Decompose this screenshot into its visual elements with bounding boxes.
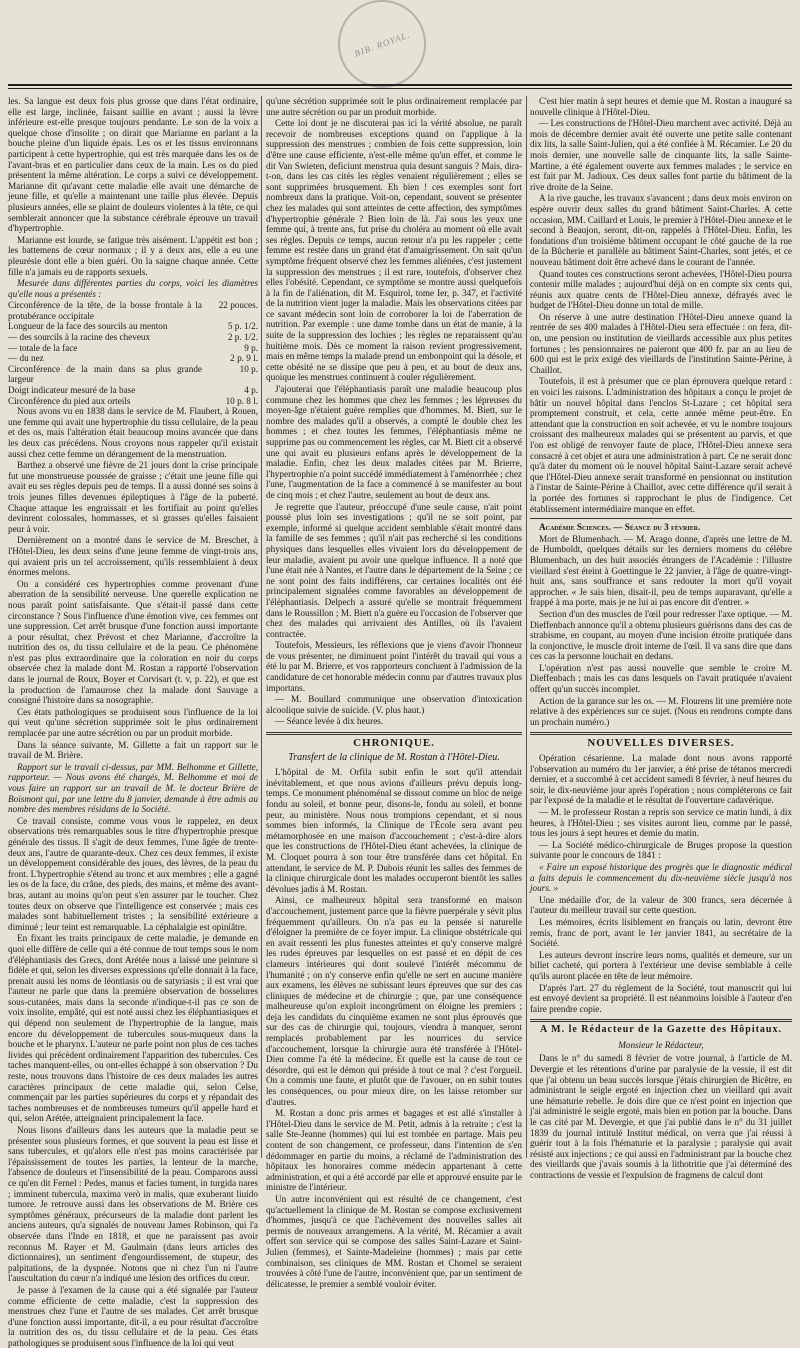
paragraph: Cette loi dont je ne discuterai pas ici la vérité absolue, ne paraît recevoir de nombreuses exceptions quand on l'applique à la suppression des menstrues ; combien de fois cette suppression, loin d'être une cause efficiente, n'est-elle même qu'un effet, et comme le dit Van Swieten, deficiunt menstrua quia desunt sanguis ? Mais, dira-t-on, dans les cas cités les règles venaient régulièrement ; elles se sont supprimées brusquement. Eh bien ! ces exemples sont fort nombreux dans la pratique. Voit-on, cependant, souvent se présenter chez les malades qui sont atteintes de cette affection, des symptômes d'hypertrophie générale ? Bien loin de là. J'ai sous les yeux une femme qui, à trente ans, fut prise du choléra au moment où elle avait ses règles. Depuis ce temps, aucun retour n'a pu les rappeler ; cette femme est restée dans un grand état d'amaigrissement. On sait qu'un symptôme fréquent observé chez les femmes aliénées, c'est justement la suppression des menstrues ; il est rare, toutefois, d'observer chez elles l'obésité. Cependant, ce symptôme se montre aussi quelquefois à la fin de l'aliénation, dit M. Esquirol, tome Ier, p. 347, et l'activité de la nutrition vient juger la maladie. Mais les observations citées par ce savant médecin sont loin de corroborer la loi de l'aberration de nutrition. Par exemple : une dame tombe dans un état de manie, à la suite de la suppression des lochies ; les règles ne reparaissent qu'au huitième mois. Dès ce moment la raison revient progressivement, mais en même temps la malade prend un embonpoint qui la désole, et cette obésité ne se dissipe que peu à peu, et au bout de deux ans, quoique les menstrues continuent à couler régulièrement.: [266, 118, 522, 383]
measurement-value: 10 p. 8 l.: [225, 395, 258, 406]
paragraph: — Les constructions de l'Hôtel-Dieu marchent avec activité. Déjà au mois de décembre dernier avait été ouverte une petite salle contenant dix lits, la salle Saint-Julien, qui a été confiée à M. Récamier. Le 20 du mois dernier, une nouvelle salle de cinquante lits, la salle Sainte-Martine, a été également ouverte aux femmes malades ; le service en est fait par M. Jadioux. Ces deux salles font partie du bâtiment de la rive droite de la Seine.: [530, 118, 792, 192]
paragraph: Dans la séance suivante, M. Gillette a fait un rapport sur le travail de M. Brière.: [8, 739, 258, 761]
letter-heading: A M. le Rédacteur de la Gazette des Hôpitaux.: [539, 1024, 782, 1036]
paragraph: En fixant les traits principaux de cette maladie, je demande en quoi elle diffère de celle qui a été connue de tout temps sous le nom d'éléphantiasis des Grecs, dont Arétée nous a laissé une peinture si fidèle et qui, selon les diverses expressions qu'elle donnait à la face, prenait aussi les noms de léontiasis ou de satyriasis ; il est vrai que l'auteur ne parle que dans la première observation de bosselures sous-cutanées, mais dans la seconde n'indique-t-il pas ce son de voix insolite, empâté, qui est noté aussi chez les éléphantiasiques et qui dépend non seulement de l'hypertrophie de la langue, mais encore du développement de tubercules sous-muqueux dans la bouche et le pharynx. L'auteur ne parle point non plus de ces taches livides qui précèdent ordinairement l'apparition des tubercules. Ces taches manquent-elles, ou ont-elles échappé à son observation ? Du reste, nous trouvons dans l'histoire de ces deux malades les autres caractères principaux de cette maladie qui, selon Celse, commençait par les parties supérieures du corps et y répandait des taches nombreuses et de nombreuses tumeurs qu'il appelle hard et qui, selon Arétée, atteignaient principalement la face.: [8, 933, 258, 1124]
header-rule-thin: [8, 88, 792, 89]
column-right: [530, 96, 792, 1180]
paragraph: Les auteurs devront inscrire leurs noms, qualités et demeure, sur un billet cacheté, qui portera à l'extérieur une devise semblable à celle qu'ils auront placée en tête de leur mémoire.: [530, 949, 792, 981]
paragraph: Toutefois, il est à présumer que ce plan éprouvera quelque retard : en voici les raisons. L'administration des hôpitaux a conçu le projet de bâtir un nouvel hôpital dans l'enclos St-Lazare ; cet hôpital sera promptement construit, et cela, cette année même peut-être. En attendant que la construction en soit achevée, et vu le nombre toujours croissant des malheureux malades qui se présentent au parvis, et que l'on est obligé de renvoyer faute de place, l'Hôtel-Dieu annexe sera consacré à cet objet et aura une administration à part. Ce ne serait donc qu'à dater du moment où le nouvel hôpital Saint-Lazare serait achevé que l'Hôtel-Dieu annexe serait transformé en pensionnat ou institution à l'instar de Sainte-Périne à Chaillot, avec cette différence qu'il serait à la portée des fortunes si rapprochant le plus de l'indigence. Cet établissement intermédiaire manque en effet.: [530, 376, 792, 514]
paragraph: Un autre inconvénient qui est résulté de ce changement, c'est qu'actuellement la clinique de M. Rostan se compose exclusivement d'hommes, jusqu'à ce que l'achèvement des nouvelles salles ait permis de nouveaux arrangemens. A la vérité, M. Récamier a avait offert son service qui se compose des salles Saint-Lazare et Saint-Julien (femmes), et Sainte-Madeleine (hommes) ; mais par cette combinaison, ses cliniques de MM. Rostan et Chomel se seraient trouvées à côté l'une de l'autre, inconvénient que, par un sentiment de délicatesse, le premier a semblé vouloir éviter.: [266, 1193, 522, 1289]
paragraph: Les mémoires, écrits lisiblement en français ou latin, devront être remis, franc de port, avant le 1er janvier 1841, au secrétaire de la Société.: [530, 916, 792, 949]
paragraph: Ce travail consiste, comme vous vous le rappelez, en deux observations très remarquables sous le titre d'hypertrophie presque générale des tissus. Il s'agit de deux femmes, l'une âgée de trente-deux ans, l'autre de quarante-deux. Chez ces deux femmes, il existe un développement considérable des joues, des lèvres, de la peau du front. L'hypertrophie s'étend au tronc et aux membres ; elle a gagné les os de la face, du crâne, des pieds, des mains, et même des avant-bras, autant au moins qu'on peut s'en assurer par le toucher. Chez toutes deux on observe que l'intelligence est conservée ; mais ces malades sont habituellement tristes ; la sensibilité extérieure a diminué ; leur teint est remarquable. La céphalalgie est opiniâtre.: [8, 815, 258, 932]
paragraph: Je passe à l'examen de la cause qui a été signalée par l'auteur comme efficiente de cette maladie, c'est la suppression des menstrues chez l'une et l'autre de ses malades. Cet arrêt brusque d'une fonction aussi importante, dit-il, a eu pour résultat d'accroître la nutrition des os, du tissu cellulaire et de la peau. Ces états pathologiques se produisent sous l'influence de la loi qui veut: [8, 1284, 258, 1348]
library-stamp: [338, 0, 426, 88]
report-intro: Rapport sur le travail ci-dessus, par MM. Belhomme et Gillette, rapporteur. — Nous avons été chargés, M. Belhomme et moi de vous faire un rapport sur un travail de M. le docteur Brière de Boismont qui, par une lettre du 8 janvier, demande à être admis au nombre des membres résidans de la Société.: [8, 761, 258, 815]
measurement-row: [8, 353, 258, 364]
paragraph: Toutefois, Messieurs, les réflexions que je viens d'avoir l'honneur de vous présenter, ne diminuent point l'intérêt du travail qui vous a été lu par M. Brierre, et vos rapporteurs concluent à l'admission de la candidature de cet honorable médecin connu par d'autres travaux plus importans.: [266, 640, 522, 693]
paragraph: Dans le n° du samedi 8 février de votre journal, à l'article de M. Devergie et les rétentions d'urine par paralysie de la vessie, il est dit que j'ai obtenu un beau succès lorsque j'étais chirurgien de Bicêtre, en administrant le seigle ergoté en injection chez un vieillard qui avait une hématurie rebelle. Je dois dire que ce n'est point en injection que j'ai administré le seigle ergoté, mais bien en potion par la bouche. Dans le cas cité par M. Devergie, et que j'ai publié dans le n° du 31 juillet 1839 du journal intitulé Institut médical, on verra que j'ai réussi à guérir tout à la fois l'hématurie et la paralysie ; paralysie qui avait résisté aux injections ; ce qui aussi en l'administrant par la bouche chez des vieillards que j'avais soumis à la lithotritie que j'ai déterminé des contractions de vessie et l'expulsion de fragmens de calcul dont: [530, 1053, 792, 1180]
paragraph: — M. Boullard communique une observation d'intoxication alcoolique suivie de suicide. (V. plus haut.): [266, 694, 522, 715]
paragraph: les. Sa langue est deux fois plus grosse que dans l'état ordinaire, elle est large, inclinée, faisant saillie en avant ; aussi la lèvre inférieure est-elle presque toujours pendante. Le son de la voix a quelque chose d'insolite ; on dirait que Marianne en parlant a la bouche pleine d'un liquide épais. Les os et les tissus environnans participent à cette hypertrophie, qui est très marquée dans les os de l'avant-bras et en particulier dans ceux de la main. Les os du pied présentent la même altération. Le corps a suivi ce développement. Marianne dit qu'avant cette maladie elle avait une démarche de jeune fille, et qu'elle a maintenant une taille plus élevée. Depuis plusieurs années, elle se plaint de douleurs violentes à la tête, ce qui semblerait annoncer que la substance cérébrale éprouve un travail d'hypertrophie.: [8, 96, 258, 234]
paragraph: Mesurée dans différentes parties du corps, voici les diamètres qu'elle nous a présentés :: [8, 278, 258, 299]
measurement-value: 2 p. 9 l.: [230, 353, 258, 364]
measurement-label: — du nez: [8, 353, 44, 364]
paragraph: qu'une sécrétion supprimée soit le plus ordinairement remplacée par une autre sécrétion ou par un produit morbide.: [266, 96, 522, 117]
paragraph: Nous avons vu en 1838 dans le service de M. Flaubert, à Rouen, une femme qui avait une hypertrophie du tissu cellulaire, de la peau et des os, mais l'altération était beaucoup moins avancée que dans les deux cas précédens. Nous croyons nous rappeler qu'il existait aussi chez cette femme un dérangement de la menstruation.: [8, 406, 258, 459]
paragraph: Barthez a observé une fièvre de 21 jours dont la crise principale fut une monstrueuse poussée de graisse ; c'était une jeune fille qui avait eu ses règles depuis peu de temps. Il a aussi donné ses soins à trois jeunes filles devenues épileptiques à l'âge de la puberté. Chaque attaque les engraissait et les fortifiait au point qu'elles devinrent colossales, hommasses, et si grasses qu'elles faisaient peur à voir.: [8, 460, 258, 534]
section-divider: [266, 732, 522, 735]
section-divider: [530, 518, 792, 519]
paragraph: L'opération n'est pas aussi nouvelle que semble le croire M. Dieffenbach ; mais les cas dans lesquels on l'avait pratiquée n'avaient offert qu'un succès incomplet.: [530, 662, 792, 695]
academie-heading: Académie Sciences. — Séance du 3 février.: [539, 522, 701, 533]
letter-salutation: Monsieur le Rédacteur,: [618, 1039, 704, 1050]
measurement-label: Circonférence de la main dans sa plus grande largeur: [8, 363, 202, 385]
paragraph: Nous lisons d'ailleurs dans les auteurs que la maladie peut se présenter sous plusieurs formes, et que souvent la peau est lisse et sans tubercules, et qu'alors elle n'est pas moins caractérisée par l'épaississement de toutes les parties, la lenteur de la marche, l'absence de douleurs et l'insensibilité de la peau. Comparons aussi ce qu'en dit Fernel : Pedes, manus et facies tument, in turgida nares ; imminent tubercula, maxima verò in malis, quæ exuberant liuido tumore. Je retrouve aussi dans les observations de M. Brière ces symptômes généraux, précurseurs de la maladie dont parlent les anciens auteurs, qu'a signalés de nouveau James Robinson, qui l'a observée dans l'Inde en 1818, et que ne paraissent pas avoir reconnus M. Rayer et M. Gaulmain (dans leurs articles des dictionnaires), un sentiment d'engourdissement, de stupeur, des palpitations, de la dyspnée. Notons que ni chez l'un ni l'autre l'auscultation du cœur n'a indiqué une lésion des orifices du cœur.: [8, 1125, 258, 1284]
measurement-label: Circonférence du pied aux orteils: [8, 395, 131, 406]
section-divider: [530, 1019, 792, 1022]
column-left: [8, 96, 258, 1348]
paragraph: Dernièrement on a montré dans le service de M. Breschet, à l'Hôtel-Dieu, les deux seins d'une jeune femme de vingt-trois ans, qui avaient pris un tel accroissement, qu'ils ressemblaient à deux énormes melons.: [8, 535, 258, 578]
chronique-heading: CHRONIQUE.: [353, 737, 435, 750]
paragraph: — La Société médico-chirurgicale de Bruges propose la question suivante pour le concours de 1841 :: [530, 839, 792, 861]
paragraph: Une médaille d'or, de la valeur de 300 francs, sera décernée à l'auteur du meilleur travail sur cette question.: [530, 894, 792, 916]
column-divider-2: [526, 96, 527, 1158]
paragraph: Section d'un des muscles de l'œil pour redresser l'axe optique. — M. Dieffenbach annonce qu'il a obtenu plusieurs guérisons dans des cas de strabisme, en coupant, au moyen d'une incision étroite pratiquée dans la conjonctive, le muscle droit interne de l'œil. Il va sans dire que dans ces cas la personne louchait en dedans.: [530, 608, 792, 662]
measurement-value: 2 p. 1/2.: [227, 332, 258, 343]
measurement-label: Doigt indicateur mesuré de la base: [8, 385, 136, 396]
paragraph: L'hôpital de M. Orfila subit enfin le sort qu'il attendait inévitablement, et que nous avions d'ailleurs prévu depuis long-temps. Ce monument phénoménal se dissout comme un bloc de neige fondu au soleil, et bonne peur, disons-le, fondu au soleil, et bonne peur, au ministère. Nous nous trompions cependant, et si nous sommes bien informés, la Clinique de l'École sera avant peu métamorphosée en une maison d'accouchement ; c'est-à-dire alors que les constructions de l'Hôtel-Dieu étant achevées, la clinique de M. Cloquet pourra à son tour être transférée dans cet hôpital. En attendant, le service de M. P. Dubois réunit les salles des femmes de la clinique chirurgicale dont les malades occuperont bientôt les salles dévolues jadis à M. Rostan.: [266, 767, 522, 894]
measurement-value: 5 p. 1/2.: [227, 321, 258, 332]
paragraph: Ainsi, ce malheureux hôpital sera transformé en maison d'accouchement, justement parce que la fièvre puerpérale y sévit plus fréquemment qu'ailleurs. On n'a pas eu la pensée si naturelle d'éloigner la première de ce foyer impur. La clinique obstétricale qui en avait ressenti les plus funestes atteintes et qu'y conserve malgré les rudes épreuves par lesquelles on est passé et en dépit de ces clameurs intérieures qui dont soulevé l'intérêt mécommu de l'humanité ; on n'y conserve enfin qu'elle ne sert en aucune manière aux examens, les élèves ne subissant leurs épreuves que sur des cas cliniques de médecine et de chirurgie ; que, par une conséquence malheureuse qu'on exploit incongrûment on éloigne les premiers ; deja les candidats du cinquième examen ne sont plus éprouvés que sur des cas de chirurgie qui, toujours, viendra à manquer, seront remplacés probablement par les nourrices du service d'accouchement, lorsque la chirurgie aura été transférée à l'Hôtel-Dieu comme l'a été la médecine. Et quelle est la cause de tout ce désordre, qui est le démon qui préside à tout ce mal ? c'est l'orgueil. On a commis une faute, et plutôt que de l'avouer, on en subit toutes les conséquences, ou pour mieux dire, on les laisse retomber sur d'autres.: [266, 895, 522, 1107]
measurement-row: [8, 321, 258, 332]
paragraph: — M. le professeur Rostan a repris son service ce matin lundi, à dix heures, à l'Hôtel-Dieu ; ses visites auront lieu, comme par le passé, tous les jours à sept heures et demie du matin.: [530, 807, 792, 839]
section-divider: [530, 732, 792, 735]
measurement-value: 4 p.: [244, 385, 258, 396]
paragraph: Mort de Blumenbach. — M. Arago donne, d'après une lettre de M. de Humboldt, quelques détails sur les derniers momens du célèbre Blumenbach, un des huit associés étrangers de l'Académie : l'illustre vieillard s'est éteint à Goettingue le 22 janvier, à l'âge de quatre-vingt-huit ans, sans souffrance et sans redouter la mort qu'il voyait approcher. « Je sais bien, disait-il, peu de temps auparavant, qu'elle a frappé à ma porte, mais je ne lui ai pas encore dit d'entrer. »: [530, 533, 792, 608]
paragraph: Je regrette que l'auteur, préoccupé d'une seule cause, n'ait point poussé plus loin ses investigations ; qu'il ne se soit point, par exemple, informé si quelque accident semblable s'était montré dans la famille de ses femmes ; qu'il n'ait pas recherché si les conditions physiques dans lesquelles elles vivaient lors du développement de leur maladie, avaient pu avoir une quelque influence. Il a noté que l'une était née à Nantes, et l'autre dans le département de la Seine ; ce ne sont point des faits indifférens, car certaines localités ont été principalement signalées comme favorables au développement de l'éléphantiasis. Delpech a assuré qu'elle se montrait fréquemment dans le Roussillon ; M. Biett n'a guère eu l'occasion de l'observer que chez des malades qui arrivaient des Antilles, où ils l'avaient contractée.: [266, 501, 522, 639]
paragraph: Ces états pathologiques se produisent sous l'influence de la loi qui veut qu'une sécrétion supprimée soit le plus ordinairement remplacée par une autre sécrétion ou par un produit morbide.: [8, 706, 258, 739]
measurement-row: [8, 385, 258, 396]
header-rule: [8, 84, 792, 86]
paragraph: Quand toutes ces constructions seront achevées, l'Hôtel-Dieu pourra contenir mille malades ; aujourd'hui déjà on en compte six cents qui, réunis aux quatre cents de l'Hôtel-Dieu annexe, défrayés avec le budget de l'Hôtel-Dieu donne un total de mille.: [530, 268, 792, 311]
measurement-row: [8, 364, 258, 385]
paragraph: J'ajouterai que l'éléphantiasis paraît une maladie beaucoup plus commune chez les hommes que chez les femmes ; les lépreuses du moyen-âge n'étaient guère remplies que d'hommes. M. Biett, sur le nombre des malades qu'il a observés, a compté le double chez les hommes ; et chez toutes les femmes, l'éléphantiasis même ne supprime pas ou commencement les règles, car M. Biett cit a observé une qui avait eu plusieurs enfans après le développement de la maladie. Enfin, chez les deux malades citées par M. Brierre, l'hypertrophie n'a point succédé immédiatement à l'aménorrhée ; chez l'une, l'augmentation de la face a commencé à se manifester au bout de cinq mois ; et chez l'autre, seulement au bout de deux ans.: [266, 384, 522, 500]
measurement-label: — des sourcils à la racine des cheveux: [8, 332, 151, 343]
measurement-label: Longueur de la face des sourcils au menton: [8, 321, 168, 332]
diverses-heading: NOUVELLES DIVERSES.: [587, 737, 735, 750]
paragraph: Action de la garance sur les os. — M. Flourens lit une première note relative à des expériences sur ce sujet. (Nous en rendrons compte dans un prochain numéro.): [530, 695, 792, 727]
measurement-value: 22 pouces.: [218, 300, 258, 311]
paragraph: Marianne est lourde, se fatigue très aisément. L'appétit est bon ; les battemens de cœur normaux ; il y a deux ans, elle a eu une pleurésie dont elle a bien guéri. On la saigne chaque année. Cette fille n'a jamais eu de rapports sexuels.: [8, 234, 258, 277]
measurement-value: 9 p.: [244, 342, 258, 353]
paragraph: On réserve à une autre destination l'Hôtel-Dieu annexe quand la rentrée de ses 400 malades à l'Hôtel-Dieu sera effectuée : on fera, dit-on, une pension ou institution de vieillards accessible aux plus petites fortunes ; les pensionnaires ne paieront que 400 fr. par an au lieu de 600 qui est le prix exigé des vieillards de l'institution Sainte-Périne, à Chaillot.: [530, 311, 792, 375]
paragraph: Opération césarienne. La malade dont nous avons rapporté l'observation au numéro du 1er janvier, a été prise de tétanos mercredi dernier, et a succombé à cet accident samedi 8 février, à neuf heures du soir, le dix-neuvième jour après l'opération ; nous compléterons ce fait par l'exposé de la maladie et le résultat de l'ouverture cadavérique.: [530, 753, 792, 806]
measurement-value: 10 p.: [239, 363, 258, 374]
paragraph: « Faire un exposé historique des progrès que le diagnostic médical a faits depuis le commencement du dix-neuvième siècle jusqu'à nos jours. »: [530, 861, 792, 894]
stamp-text: BIB. ROYAL.: [352, 29, 412, 59]
measurement-row: [8, 396, 258, 407]
paragraph: M. Rostan a donc pris armes et bagages et est allé s'installer à l'Hôtel-Dieu dans le service de M. Petit, admis à la retraite ; c'est la salle Ste-Jeanne (hommes) qui lui est tombée en partage. Mais peu content de son changement, ce professeur, dans l'intention de s'en dédommager en partie du moins, a réclamé de l'administration des hôpitaux les honoraires comme médecin appartenant à cette administration, et qui a été accordé par elle et approuvé ensuite par le ministre de l'intérieur.: [266, 1108, 522, 1193]
paragraph: D'après l'art. 27 du règlement de la Société, tout manuscrit qui lui est envoyé devient sa propriété. Il est néanmoins loisible à l'auteur d'en faire prendre copie.: [530, 982, 792, 1014]
measurements-table: [8, 300, 258, 406]
paragraph: On a considéré ces hypertrophies comme provenant d'une aberration de la sensibilité nerveuse. Une querelle explication ne nous paraît point satisfaisante. Que s'était-il passé dans cette circonstance ? Sous l'influence d'une émotion vive, ces femmes ont une suppression. Cet arrêt brusque d'une fonction aussi importante a pour résultat, chez Prévost et chez Marianne, d'accroître la nutrition des os, du tissu cellulaire et de la peau. Ce phénomène n'est pas plus extraordinaire que la coloration en noir du corps observée chez la malade dont M. Rostan a rapporté l'observation dans le journal de Roux, Boyer et Corvisart (t. v, p. 22), et que est la production de l'amaurose chez la malade dont Sauvage a consigné l'histoire dans sa nosographie.: [8, 578, 258, 706]
column-divider-1: [261, 96, 262, 1158]
measurement-row: [8, 332, 258, 343]
paragraph: C'est hier matin à sept heures et demie que M. Rostan a inauguré sa nouvelle clinique à l'Hôtel-Dieu.: [530, 96, 792, 117]
paragraph: A la rive gauche, les travaux s'avancent ; dans deux mois environ on espère ouvrir deux salles du grand bâtiment Saint-Charles. A cette occasion, MM. Caillard et Louis, le premier à l'Hôtel-Dieu annexe et le second à Beaujon, seront, dit-on, rappelés à l'Hôtel-Dieu. Enfin, les fondations d'un troisième bâtiment occupant le côté gauche de la rue de la Bûcherie et parallèle au bâtiment Saint-Charles, sont jetés, et ce nouveau bâtiment doit être achevé dans le courant de l'année.: [530, 193, 792, 267]
measurement-label: — totale de la face: [8, 342, 78, 353]
measurement-row: [8, 300, 258, 321]
measurement-row: [8, 343, 258, 354]
column-middle: [266, 96, 522, 1289]
chronique-subheading: Transfert de la clinique de M. Rostan à l'Hôtel-Dieu.: [288, 751, 500, 763]
paragraph: — Séance levée à dix heures.: [275, 716, 384, 727]
measurement-label: Circonférence de la tête, de la bosse frontale à la protubérance occipitale: [8, 300, 202, 321]
